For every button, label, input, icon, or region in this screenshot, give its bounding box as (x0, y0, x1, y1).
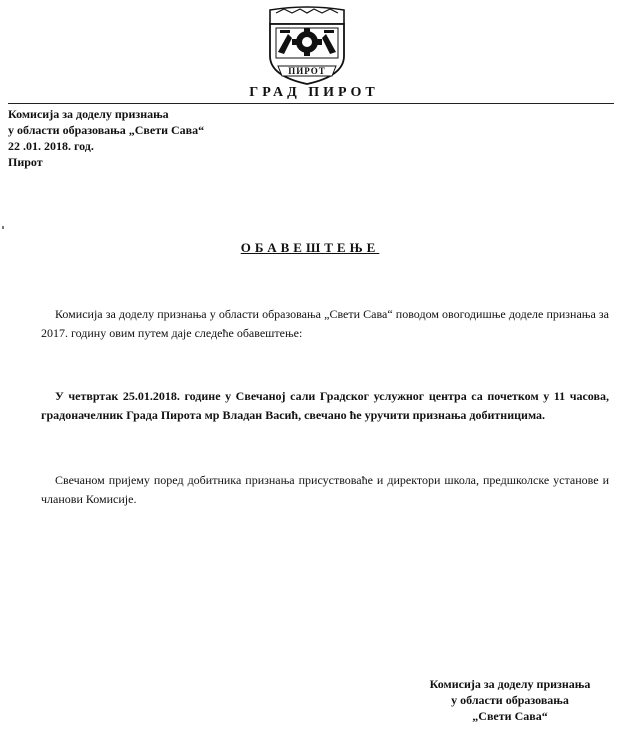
header-divider (8, 103, 614, 104)
body-paragraph-event: У четвртак 25.01.2018. године у Свечаној сали Градског услужног центра са почетком у 11 часова, градоначелник Града Пирота мр Владан Васић, свечано ће уручити признања добитницима. (41, 389, 609, 422)
notice-title: ОБАВЕШТЕЊЕ (240, 240, 380, 255)
sender-line: Комисија за доделу признања (8, 107, 169, 121)
signature-line: у области образовања (451, 693, 569, 707)
city-coat-of-arms-icon (262, 4, 352, 86)
signature-line: „Свети Сава“ (472, 709, 548, 723)
city-name: ГРАД ПИРОТ (249, 85, 379, 100)
sender-line: у области образовања „Свети Сава“ (8, 123, 205, 137)
crest-label: ПИРОТ (288, 66, 326, 76)
sender-block (8, 106, 204, 170)
body-paragraph-attendees: Свечаном пријему поред добитника признања присуствоваће и директори школа, предшколске установе и чланови Комисије. (41, 473, 609, 506)
sender-city: Пирот (8, 155, 43, 169)
sender-date: 22 .01. 2018. год. (8, 139, 94, 153)
signature-block (405, 676, 615, 724)
signature-line: Комисија за доделу признања (429, 677, 591, 691)
scan-speck (2, 226, 4, 229)
body-paragraph-intro: Комисија за доделу признања у области образовања „Свети Сава“ поводом овогодишње доделе признања за 2017. годину овим путем даје следеће обавештење: (41, 307, 609, 340)
